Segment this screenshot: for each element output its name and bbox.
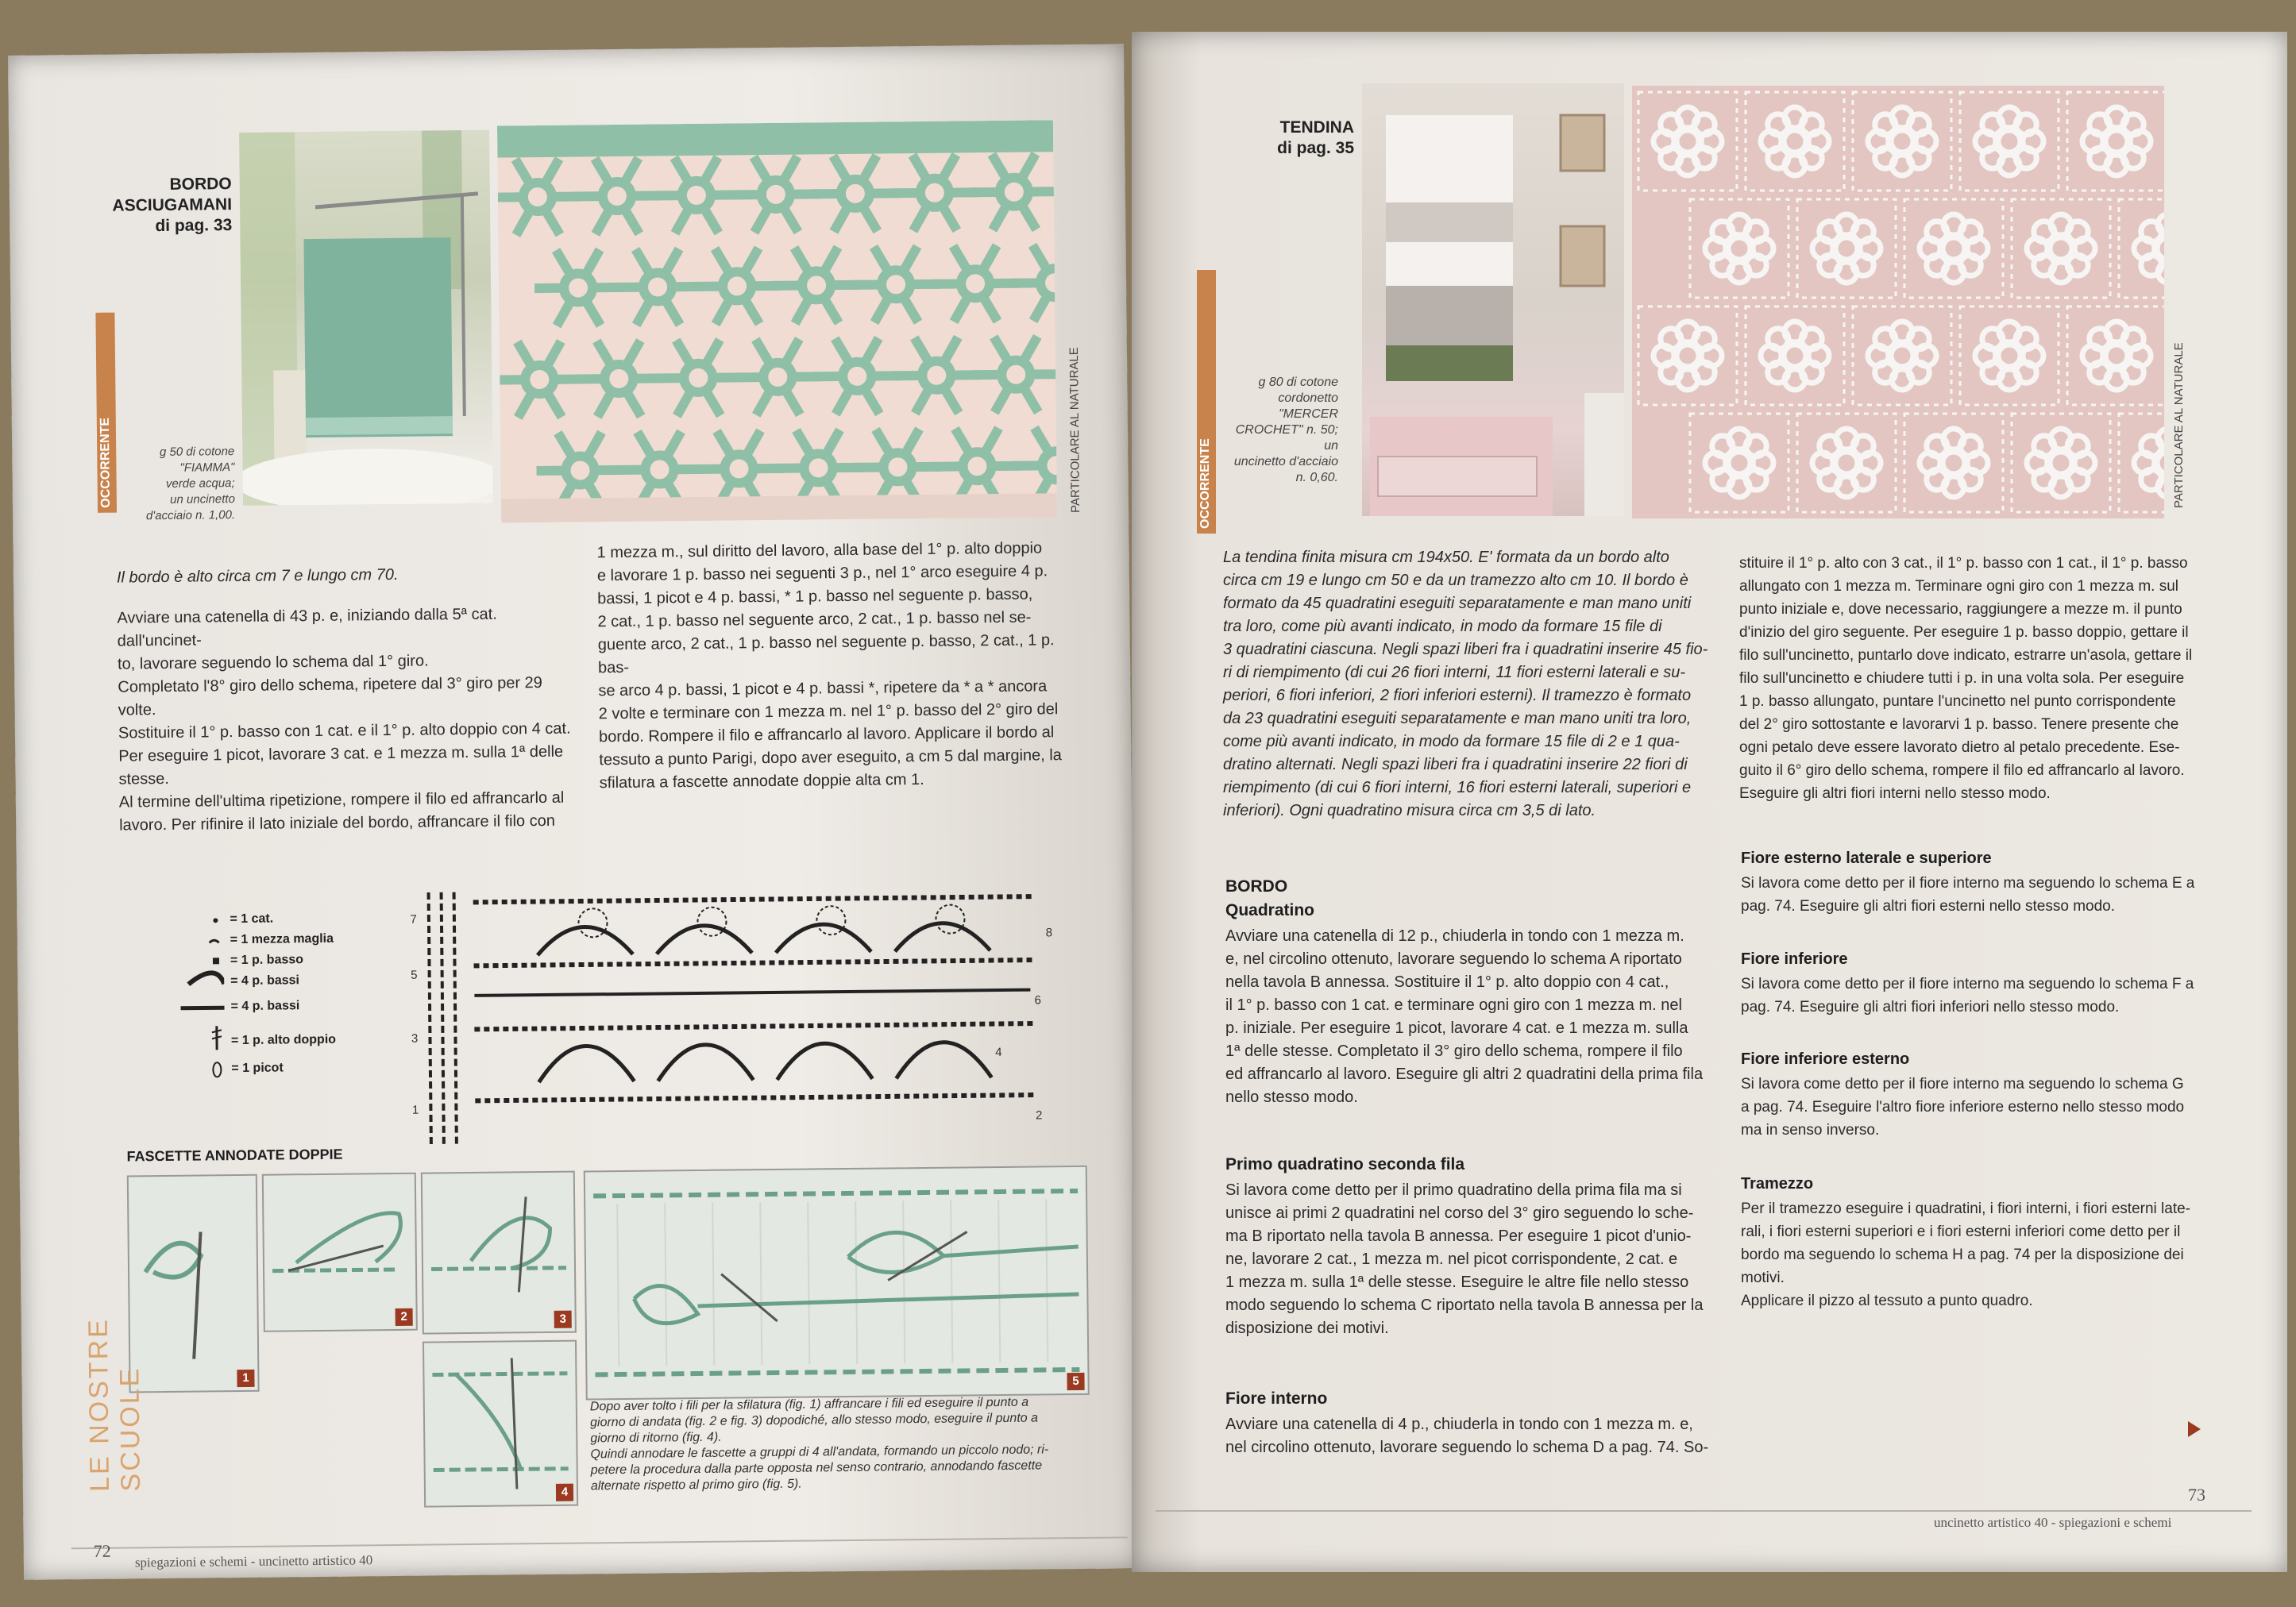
fig-caption	[590, 1394, 1099, 1495]
needle-illustration	[129, 1176, 258, 1392]
text-line: se arco 4 p. bassi, 1 picot e 4 p. bassi *, ripetere da * a * ancora	[598, 677, 1048, 700]
text-line: allungato con 1 mezza m. Terminare ogni giro con 1 mezza m. sul	[1739, 578, 2179, 595]
quadratino-title: Quadratino	[1225, 901, 1315, 919]
text-line: guente arco, 2 cat., 1 p. basso nel seguente p. basso, 2 cat., 1 p. bas-	[597, 631, 1055, 677]
curtain-illustration	[1362, 83, 1624, 516]
text-line: riempimento (di cui 6 fiori interni, 16 fiori esterni laterali, superiori e	[1223, 779, 1692, 796]
quadratino-text	[1225, 925, 1734, 1109]
text-line: stesse.	[118, 769, 170, 788]
legend-chain: = 1 cat.	[230, 911, 274, 927]
header-line: di pag. 35	[1277, 139, 1354, 157]
text-line: punto iniziale e, dove necessario, raggiungere a mezze m. il punto	[1739, 601, 2182, 618]
text-line: Avviare una catenella di 43 p. e, iniziando dalla 5ª cat. dall'uncinet-	[117, 605, 497, 650]
text-line: Si lavora come detto per il fiore interno ma seguendo lo schema E a	[1741, 875, 2195, 892]
text-line: Avviare una catenella di 4 p., chiuderla in tondo con 1 mezza m. e,	[1225, 1416, 1693, 1433]
schema-svg	[410, 870, 1088, 1147]
text-line: La tendina finita misura cm 194x50. E' formata da un bordo alto	[1223, 549, 1669, 566]
fig-number: 3	[554, 1311, 572, 1328]
page-number-right: 73	[2188, 1485, 2205, 1505]
material-line: cordonetto	[1278, 391, 1338, 405]
text-line: nel circolino ottenuto, lavorare seguendo lo schema D a pag. 74. So-	[1225, 1439, 1709, 1456]
caption-line: Dopo aver tolto i fili per la sfilatura (fig. 1) affrancare i fili ed eseguire il punto a	[589, 1395, 1029, 1414]
caption-line: giorno di andata (fig. 2 e fig. 3) dopodiché, allo stesso modo, eseguire il punto a	[589, 1411, 1039, 1430]
text-line: 2 cat., 1 p. basso nel seguente arco, 2 cat., 1 p. basso nel se-	[597, 608, 1032, 631]
text-line: circa cm 19 e lungo cm 50 e da un tramezzo alto cm 10. Il bordo è	[1223, 572, 1688, 589]
legend-slip-stitch: = 1 mezza maglia	[230, 931, 334, 947]
text-line: pag. 74. Eseguire gli altri fiori inferiori nello stesso modo.	[1741, 999, 2120, 1015]
legend-4sc-line: = 4 p. bassi	[230, 999, 300, 1014]
material-line: "MERCER	[1278, 407, 1338, 421]
text-line: Completato l'8° giro dello schema, ripetere dal 3° giro per 29 volte.	[118, 673, 542, 719]
text-line: e, nel circolino ottenuto, lavorare seguendo lo schema A riportato	[1225, 950, 1682, 968]
material-line: verde acqua;	[165, 476, 235, 491]
page-number-left: 72	[93, 1540, 111, 1561]
left-text-col2	[596, 537, 1075, 795]
step-figure-2	[262, 1173, 418, 1332]
fig-number: 2	[396, 1308, 413, 1326]
text-line: Per il tramezzo eseguire i quadratini, i fiori interni, i fiori esterni late-	[1741, 1200, 2191, 1217]
towel-photo	[239, 130, 493, 506]
text-line: 1 p. basso allungato, puntare l'uncinetto nel punto corrispondente	[1739, 693, 2176, 710]
fig-number: 1	[237, 1370, 254, 1387]
material-line: d'acciaio n. 1,00.	[145, 508, 236, 523]
legend-single-crochet: = 1 p. basso	[230, 953, 304, 968]
row-number: 1	[411, 1103, 419, 1117]
step-figure-1	[127, 1174, 260, 1393]
row-number: 8	[1045, 926, 1053, 940]
left-text-col1	[117, 562, 581, 838]
row-number: 4	[995, 1045, 1002, 1060]
text-line: ma in senso inverso.	[1741, 1122, 1880, 1139]
text-line: pag. 74. Eseguire gli altri fiori esterni nello stesso modo.	[1741, 898, 2116, 915]
text-line: modo seguendo lo schema C riportato nella tavola B annessa per la	[1225, 1297, 1704, 1314]
knot-illustration	[585, 1167, 1088, 1399]
text-line: bassi, 1 picot e 4 p. bassi, * 1 p. basso nel seguente p. basso,	[597, 585, 1033, 608]
text-line: da 23 quadratini eseguiti separatamente e man mano uniti tra loro,	[1223, 710, 1692, 727]
material-line: un uncinetto	[170, 492, 235, 507]
right-intro	[1223, 546, 1731, 823]
text-line: ed affrancarlo al lavoro. Eseguire gli altri 2 quadratini della prima fila	[1225, 1066, 1704, 1083]
header-line: di pag. 33	[155, 216, 233, 236]
caption-line: petere la procedura dalla parte opposta nel senso contrario, annodando fascette	[590, 1459, 1043, 1478]
tramezzo-title: Tramezzo	[1741, 1175, 1814, 1193]
text-line: Il bordo è alto circa cm 7 e lungo cm 70.	[116, 565, 399, 587]
crochet-schema-diagram	[410, 870, 1088, 1147]
text-line: lavoro. Per rifinire il lato iniziale del bordo, affrancare il filo con	[119, 811, 556, 834]
lace-border-photo	[497, 120, 1057, 522]
text-line: a pag. 74. Eseguire l'altro fiore inferiore esterno nello stesso modo	[1741, 1099, 2185, 1116]
text-line: bordo ma seguendo lo schema H a pag. 74 per la disposizione dei	[1741, 1247, 2184, 1263]
text-line: nella tavola B annessa. Sostituire il 1° p. alto doppio con 4 cat.,	[1225, 973, 1669, 991]
fiore-inferiore-title: Fiore inferiore	[1741, 950, 1848, 968]
text-line: 1 mezza m. sulla 1ª delle stesse. Eseguire le altre file nello stesso	[1225, 1274, 1689, 1291]
text-line: guito il 6° giro dello schema, rompere il filo ed affrancarlo al lavoro.	[1739, 762, 2185, 779]
left-occorrente-bar: OCCORRENTE	[95, 313, 117, 513]
legend-4sc-arc: = 4 p. bassi	[230, 973, 300, 988]
row-number: 6	[1034, 993, 1041, 1008]
text-line: e lavorare 1 p. basso nei seguenti 3 p., nel 1° arco eseguire 4 p.	[596, 562, 1048, 585]
text-line: 1 mezza m., sul diritto del lavoro, alla base del 1° p. alto doppio	[596, 539, 1043, 562]
text-line: Al termine dell'ultima ripetizione, rompere il filo ed affrancarlo al	[118, 788, 565, 811]
text-line: filo sull'uncinetto e chiudere tutti i p. in una volta sola. Per eseguire	[1739, 670, 2185, 687]
needle-illustration	[424, 1342, 577, 1506]
fiore-laterale-text	[1741, 872, 2249, 918]
text-line: Applicare il pizzo al tessuto a punto quadro.	[1741, 1293, 2033, 1309]
fiore-interno-text	[1225, 1413, 1734, 1459]
row-number: 7	[410, 912, 417, 927]
text-line: disposizione dei motivi.	[1225, 1320, 1389, 1337]
left-page	[8, 44, 1140, 1580]
material-line: CROCHET" n. 50; un	[1235, 423, 1338, 453]
text-line: Si lavora come detto per il primo quadratino della prima fila ma si	[1225, 1181, 1682, 1199]
primo-quadratino-title: Primo quadratino seconda fila	[1225, 1155, 1465, 1173]
material-line: g 50 di cotone	[159, 445, 235, 460]
text-line: unisce ai primi 2 quadratini nel corso del 3° giro seguendo lo sche-	[1225, 1204, 1694, 1222]
fig-number: 5	[1067, 1373, 1084, 1390]
text-line: Sostituire il 1° p. basso con 1 cat. e il 1° p. alto doppio con 4 cat.	[118, 719, 571, 742]
primo-quadratino-text	[1225, 1179, 1734, 1340]
text-line: dratino alternati. Negli spazi liberi fra i quadratini inserire 22 fiori di	[1223, 756, 1688, 773]
fiore-inferiore-esterno-text	[1741, 1073, 2249, 1142]
header-line: ASCIUGAMANI	[112, 195, 233, 215]
text-line: ne, lavorare 2 cat., 1 mezza m. nel picot corrispondente, 2 cat. e	[1225, 1251, 1678, 1268]
towel-illustration	[239, 130, 493, 506]
fiore-laterale-title: Fiore esterno laterale e superiore	[1741, 850, 1992, 867]
row-number: 3	[411, 1031, 419, 1046]
text-line: tra loro, come più avanti indicato, in modo da formare 15 file di	[1223, 618, 1662, 635]
mint-lace-pattern	[497, 120, 1057, 522]
text-line: p. iniziale. Per eseguire 1 picot, lavorare 4 cat. e 1 mezza m. sulla	[1225, 1019, 1688, 1037]
text-line: del 2° giro sottostante e lavorarvi 1 p. basso. Tenere presente che	[1739, 716, 2179, 733]
text-line: il 1° p. basso con 1 cat. e terminare ogni giro con 1 mezza m. nel	[1225, 996, 1682, 1014]
row-number: 2	[1035, 1108, 1043, 1123]
legend-symbols	[176, 911, 225, 1094]
right-photo-caption: PARTICOLARE AL NATURALE	[2172, 342, 2186, 508]
footer-rule	[71, 1536, 1128, 1549]
text-line: rali, i fiori esterni superiori e i fiori esterni inferiori come detto per il	[1741, 1224, 2181, 1240]
text-line: formato da 45 quadratini eseguiti separatamente e man mano uniti	[1223, 595, 1692, 612]
text-line: 3 quadratini ciascuna. Negli spazi liberi fra i quadratini inserire 45 fio-	[1223, 641, 1708, 658]
caption-line: alternate rispetto al primo giro (fig. 5).	[590, 1477, 802, 1493]
text-line: nello stesso modo.	[1225, 1089, 1358, 1106]
material-line: uncinetto d'acciaio	[1233, 455, 1338, 468]
right-col2	[1739, 552, 2248, 805]
text-line: Si lavora come detto per il fiore interno ma seguendo lo schema F a	[1741, 976, 2194, 992]
material-line: "FIAMMA"	[179, 461, 235, 475]
bordo-title: BORDO	[1225, 877, 1288, 896]
header-line: BORDO	[169, 175, 232, 194]
needle-illustration	[423, 1173, 575, 1333]
header-line: TENDINA	[1279, 118, 1354, 137]
fiore-interno-title: Fiore interno	[1225, 1389, 1328, 1408]
lace-curtain-photo	[1632, 86, 2164, 518]
text-line: 2 volte e terminare con 1 mezza m. nel 1° p. basso del 2° giro del	[598, 700, 1059, 723]
text-line: tessuto a punto Parigi, dopo aver eseguito, a cm 5 dal margine, la	[599, 746, 1062, 769]
crochet-legend	[176, 909, 384, 1094]
text-line: motivi.	[1741, 1270, 1785, 1286]
needle-illustration	[264, 1174, 416, 1331]
fiore-inferiore-esterno-title: Fiore inferiore esterno	[1741, 1050, 1910, 1068]
legend-picot: = 1 picot	[231, 1061, 284, 1076]
continue-arrow-icon	[2188, 1421, 2201, 1437]
row-number: 5	[411, 968, 418, 982]
text-line: to, lavorare seguendo lo schema dal 1° giro.	[117, 652, 429, 673]
text-line: ri di riempimento (di cui 26 fiori interni, 11 fiori esterni laterali e su-	[1223, 664, 1686, 681]
text-line: periori, 6 fiori inferiori, 2 fiori inferiori esterni). Il tramezzo è formato	[1223, 687, 1692, 704]
text-line: Avviare una catenella di 12 p., chiuderla in tondo con 1 mezza m.	[1225, 927, 1684, 945]
right-footer: uncinetto artistico 40 - spiegazioni e schemi	[1934, 1515, 2172, 1530]
fiore-inferiore-text	[1741, 973, 2249, 1019]
legend-double-treble: = 1 p. alto doppio	[230, 1032, 337, 1048]
text-line: come più avanti indicato, in modo da formare 15 file di 2 e 1 qua-	[1223, 733, 1680, 750]
fig-number: 4	[556, 1484, 573, 1501]
text-line: ma B riportato nella tavola B annessa. Per eseguire 1 picot d'unio-	[1225, 1227, 1692, 1245]
text-line: d'inizio del giro seguente. Per eseguire 1 p. basso doppio, gettare il	[1739, 624, 2189, 641]
text-line: sfilatura a fascette annodate doppie alta cm 1.	[599, 770, 924, 792]
curtain-photo	[1362, 83, 1624, 516]
right-header-label	[1163, 118, 1354, 159]
step-figure-5	[584, 1166, 1090, 1401]
step-figure-4	[423, 1340, 578, 1508]
left-photo-caption: PARTICOLARE AL NATURALE	[1067, 347, 1083, 514]
right-page	[1132, 32, 2287, 1572]
text-line: bordo. Rompere il filo e affrancarlo al lavoro. Applicare il bordo al	[598, 723, 1055, 746]
right-materials	[1219, 375, 1338, 486]
text-line: Per eseguire 1 picot, lavorare 3 cat. e 1 mezza m. sulla 1ª delle	[118, 742, 564, 765]
caption-line: giorno di ritorno (fig. 4).	[590, 1430, 722, 1446]
text-line: Si lavora come detto per il fiore interno ma seguendo lo schema G	[1741, 1076, 2184, 1093]
text-line: ogni petalo deve essere lavorato dietro al petalo precedente. Ese-	[1739, 739, 2180, 756]
white-lace-pattern	[1632, 86, 2164, 518]
section-title-vertical: LE NOSTRE SCUOLE	[83, 1316, 146, 1493]
text-line: Eseguire gli altri fiori interni nello stesso modo.	[1739, 785, 2051, 802]
text-line: stituire il 1° p. alto con 3 cat., il 1° p. basso con 1 cat., il 1° p. basso	[1739, 555, 2188, 572]
left-materials	[123, 444, 235, 524]
text-line: filo sull'uncinetto, puntarlo dove indicato, estrarre un'asola, gettare il	[1739, 647, 2193, 664]
fig-title: FASCETTE ANNODATE DOPPIE	[126, 1146, 343, 1165]
caption-line: Quindi annodare le fascette a gruppi di 4 all'andata, formando un piccolo nodo; ri-	[590, 1443, 1049, 1462]
footer-rule	[1156, 1510, 2252, 1512]
text-line: inferiori). Ogni quadratino misura circa cm 3,5 di lato.	[1223, 802, 1596, 819]
left-header-label	[81, 174, 233, 237]
left-footer: spiegazioni e schemi - uncinetto artistico 40	[134, 1552, 373, 1570]
text-line: 1ª delle stesse. Completato il 3° giro dello schema, rompere il filo	[1225, 1042, 1683, 1060]
material-line: g 80 di cotone	[1258, 376, 1338, 389]
step-figure-3	[421, 1171, 577, 1335]
tramezzo-text	[1741, 1197, 2249, 1312]
right-occorrente-bar: OCCORRENTE	[1197, 270, 1216, 534]
material-line: n. 0,60.	[1295, 471, 1338, 484]
